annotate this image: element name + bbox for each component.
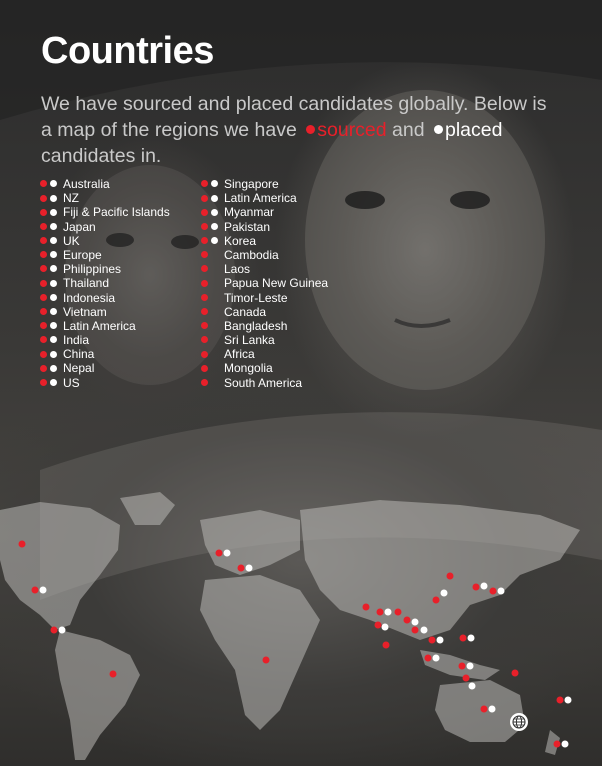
countries-list-left <box>40 177 170 390</box>
marker-europe-placed <box>246 565 253 572</box>
country-item <box>201 191 328 205</box>
sourced-dot-icon <box>201 223 208 230</box>
marker-us-sourced <box>32 587 39 594</box>
marker-nepal <box>395 609 402 616</box>
country-item <box>40 305 170 319</box>
placed-dot-icon <box>50 336 57 343</box>
country-name: Latin America <box>63 318 136 333</box>
sourced-dot-icon <box>40 209 47 216</box>
sourced-dot-icon <box>201 294 208 301</box>
marker-korea-sourced <box>473 584 480 591</box>
marker-japan-sourced <box>490 588 497 595</box>
country-name: Africa <box>224 347 255 362</box>
country-name: China <box>63 347 95 362</box>
country-item <box>201 262 328 276</box>
marker-south-america <box>110 671 117 678</box>
placed-dot-icon <box>211 322 218 329</box>
country-item <box>201 234 328 248</box>
country-name: India <box>63 333 90 348</box>
placed-dot-icon <box>50 379 57 386</box>
marker-fiji-sourced <box>557 697 564 704</box>
asia-shape <box>300 500 580 640</box>
country-name: Japan <box>63 219 96 234</box>
placed-dot-icon <box>211 308 218 315</box>
marker-laos <box>412 627 419 634</box>
country-item <box>201 248 328 262</box>
placed-dot-icon <box>211 379 218 386</box>
country-item <box>40 347 170 361</box>
marker-singapore-placed <box>437 637 444 644</box>
marker-myanmar <box>382 624 389 631</box>
marker-singapore-sourced <box>429 637 436 644</box>
country-item <box>201 305 328 319</box>
country-name: Vietnam <box>63 304 107 319</box>
marker-us-placed <box>40 587 47 594</box>
placed-dot-icon <box>434 125 443 134</box>
country-item <box>40 276 170 290</box>
placed-dot-icon <box>50 351 57 358</box>
globe-icon-glyph <box>510 713 528 731</box>
sourced-dot-icon <box>306 125 315 134</box>
placed-dot-icon <box>211 294 218 301</box>
marker-mongolia <box>447 573 454 580</box>
marker-cambodia <box>421 627 428 634</box>
country-item <box>40 333 170 347</box>
sourced-dot-icon <box>201 351 208 358</box>
country-name: Bangladesh <box>224 318 288 333</box>
sourced-dot-icon <box>40 237 47 244</box>
map-landmasses <box>0 492 580 760</box>
country-name: Laos <box>224 262 251 277</box>
placed-dot-icon <box>50 294 57 301</box>
country-name: Australia <box>63 177 110 191</box>
country-name: Europe <box>63 247 102 262</box>
country-item <box>40 376 170 390</box>
sourced-dot-icon <box>40 351 47 358</box>
country-item <box>40 205 170 219</box>
placed-dot-icon <box>50 322 57 329</box>
placed-dot-icon <box>50 308 57 315</box>
country-item <box>201 220 328 234</box>
country-name: US <box>63 375 80 390</box>
page-title: Countries <box>41 30 214 72</box>
countries-list-right <box>201 177 328 390</box>
placed-dot-icon <box>211 237 218 244</box>
country-item <box>201 361 328 375</box>
marker-thailand <box>404 617 411 624</box>
intro-placed: placed <box>445 119 503 141</box>
marker-indonesia-sourced <box>425 655 432 662</box>
sourced-dot-icon <box>201 180 208 187</box>
marker-nz-sourced <box>554 741 561 748</box>
marker-timor-leste-placed <box>467 663 474 670</box>
marker-australia-south-placed <box>489 706 496 713</box>
placed-dot-icon <box>50 237 57 244</box>
sourced-dot-icon <box>40 280 47 287</box>
country-name: Indonesia <box>63 290 116 305</box>
marker-australia-sourced <box>463 675 470 682</box>
marker-australia-south-sourced <box>481 706 488 713</box>
placed-dot-icon <box>211 280 218 287</box>
marker-timor-leste <box>459 663 466 670</box>
marker-china-placed <box>441 590 448 597</box>
sourced-dot-icon <box>40 294 47 301</box>
sourced-dot-icon <box>201 237 208 244</box>
placed-dot-icon <box>50 265 57 272</box>
sourced-dot-icon <box>201 308 208 315</box>
placed-dot-icon <box>50 251 57 258</box>
sourced-dot-icon <box>201 209 208 216</box>
intro-sourced: sourced <box>317 119 387 141</box>
marker-china <box>433 597 440 604</box>
marker-sri-lanka <box>383 642 390 649</box>
intro-and: and <box>386 119 430 141</box>
country-name: Nepal <box>63 361 95 376</box>
marker-africa <box>263 657 270 664</box>
placed-dot-icon <box>211 365 218 372</box>
sourced-dot-icon <box>201 265 208 272</box>
marker-png <box>512 670 519 677</box>
placed-dot-icon <box>211 195 218 202</box>
marker-bangladesh <box>375 622 382 629</box>
country-item <box>40 248 170 262</box>
marker-uk-placed <box>224 550 231 557</box>
placed-dot-icon <box>211 336 218 343</box>
sourced-dot-icon <box>40 195 47 202</box>
marker-uk-sourced <box>216 550 223 557</box>
country-name: Papua New Guinea <box>224 276 329 291</box>
africa-shape <box>200 575 320 730</box>
placed-dot-icon <box>211 251 218 258</box>
sourced-dot-icon <box>201 379 208 386</box>
sourced-dot-icon <box>40 365 47 372</box>
sourced-dot-icon <box>201 251 208 258</box>
sourced-dot-icon <box>201 195 208 202</box>
country-name: UK <box>63 233 80 248</box>
country-item <box>201 205 328 219</box>
marker-indonesia-placed <box>433 655 440 662</box>
marker-korea-placed <box>481 583 488 590</box>
country-item <box>201 347 328 361</box>
country-item <box>201 276 328 290</box>
sourced-dot-icon <box>40 379 47 386</box>
marker-fiji-placed <box>565 697 572 704</box>
marker-pakistan <box>363 604 370 611</box>
country-item <box>201 333 328 347</box>
placed-dot-icon <box>50 365 57 372</box>
sourced-dot-icon <box>201 336 208 343</box>
country-name: Myanmar <box>224 205 275 220</box>
marker-canada <box>19 541 26 548</box>
placed-dot-icon <box>211 351 218 358</box>
sourced-dot-icon <box>40 251 47 258</box>
sourced-dot-icon <box>40 308 47 315</box>
intro-part2: candidates in. <box>41 145 162 167</box>
country-item <box>201 177 328 191</box>
placed-dot-icon <box>211 265 218 272</box>
marker-latin-america-sourced <box>51 627 58 634</box>
country-item <box>40 361 170 375</box>
country-name: NZ <box>63 191 79 206</box>
placed-dot-icon <box>211 223 218 230</box>
intro-text <box>41 91 561 169</box>
country-name: Fiji & Pacific Islands <box>63 205 170 220</box>
sourced-dot-icon <box>201 365 208 372</box>
placed-dot-icon <box>50 180 57 187</box>
marker-vietnam <box>412 619 419 626</box>
country-name: Canada <box>224 304 267 319</box>
marker-philippines-sourced <box>460 635 467 642</box>
australia-shape <box>435 680 525 742</box>
country-item <box>40 319 170 333</box>
country-name: Pakistan <box>224 219 271 234</box>
greenland-shape <box>120 492 175 525</box>
country-item <box>40 220 170 234</box>
country-name: Philippines <box>63 262 122 277</box>
country-name: Thailand <box>63 276 110 291</box>
north-america-shape <box>0 502 120 630</box>
marker-india-sourced <box>377 609 384 616</box>
globe-icon <box>510 713 528 731</box>
placed-dot-icon <box>50 223 57 230</box>
country-name: Sri Lanka <box>224 333 275 348</box>
placed-dot-icon <box>211 180 218 187</box>
country-name: Cambodia <box>224 247 279 262</box>
country-name: Singapore <box>224 177 279 191</box>
marker-australia-placed <box>469 683 476 690</box>
placed-dot-icon <box>211 209 218 216</box>
country-item <box>201 376 328 390</box>
country-item <box>201 319 328 333</box>
placed-dot-icon <box>50 209 57 216</box>
south-america-shape <box>55 630 140 760</box>
country-item <box>201 291 328 305</box>
marker-nz-placed <box>562 741 569 748</box>
country-item <box>40 291 170 305</box>
country-name: Korea <box>224 233 257 248</box>
placed-dot-icon <box>50 195 57 202</box>
sourced-dot-icon <box>40 180 47 187</box>
country-name: Mongolia <box>224 361 273 376</box>
intro-part1: We have sourced and placed candidates globally. Below is a map of the regions we have <box>41 93 547 141</box>
sourced-dot-icon <box>40 336 47 343</box>
country-item <box>40 262 170 276</box>
sourced-dot-icon <box>40 265 47 272</box>
marker-latin-america-placed <box>59 627 66 634</box>
country-name: Latin America <box>224 191 297 206</box>
marker-india-placed <box>385 609 392 616</box>
sourced-dot-icon <box>201 280 208 287</box>
placed-dot-icon <box>50 280 57 287</box>
country-item <box>40 177 170 191</box>
marker-europe-sourced <box>238 565 245 572</box>
marker-philippines-placed <box>468 635 475 642</box>
sourced-dot-icon <box>40 322 47 329</box>
country-item <box>40 234 170 248</box>
country-name: South America <box>224 375 303 390</box>
marker-japan-placed <box>498 588 505 595</box>
country-item <box>40 191 170 205</box>
country-name: Timor-Leste <box>224 290 288 305</box>
sourced-dot-icon <box>201 322 208 329</box>
sourced-dot-icon <box>40 223 47 230</box>
